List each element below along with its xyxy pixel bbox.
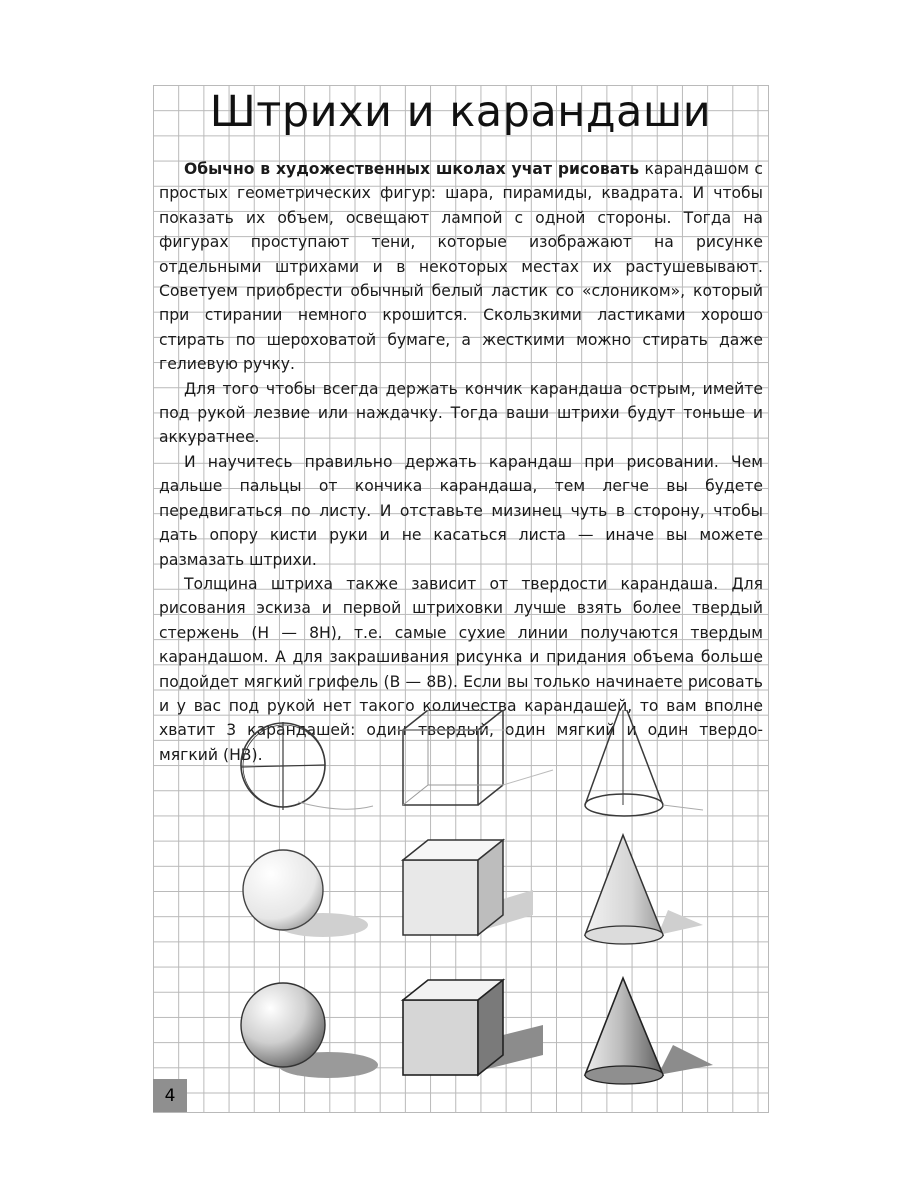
- shape-sketches: [213, 710, 769, 1110]
- cube-shaded-2: [403, 840, 533, 935]
- paragraph-1-rest: карандашом с простых геометрических фигур: шара, пирамиды, квадрата. И чтобы показать их объем, освещают лампой с одной стороны. Тогда на фигурах проступают тени, которые изображают на рисунке отдельными штрихами и в некоторых местах их растушевывают. Советуем приобрести обычный белый ластик со «слоником», который при стирании немного крошится. Скользкими ластиками хорошо стирать по шероховатой бумаге, а жесткими можно стирать даже гелиевую ручку.: [159, 160, 763, 374]
- cube-shaded-3: [403, 980, 543, 1075]
- body-text: [159, 157, 763, 767]
- page-title: Штрихи и карандаши: [209, 87, 712, 137]
- sphere-sketch-1: [241, 722, 373, 810]
- notebook-page: [153, 85, 769, 1113]
- paragraph-3: И научитесь правильно держать карандаш при рисовании. Чем дальше пальцы от кончика карандаша, тем легче вы будете передвигаться по листу. И отставьте мизинец чуть в сторону, чтобы дать опору кисти руки и не касаться листа — иначе вы можете размазать штрихи.: [159, 452, 763, 569]
- cone-sketch-1: [585, 710, 703, 816]
- cone-shaded-3: [585, 978, 713, 1084]
- paragraph-2: Для того чтобы всегда держать кончик карандаша острым, имейте под рукой лезвие или наждачку. Тогда ваши штрихи будут тоньше и аккуратнее.: [159, 379, 763, 447]
- page-number: 4: [153, 1079, 187, 1113]
- paragraph-1-bold: Обычно в художественных школах учат рисовать: [184, 160, 640, 178]
- cube-sketch-1: [393, 710, 553, 805]
- paragraph-1: [159, 157, 763, 377]
- sphere-shaded-2: [243, 850, 368, 937]
- cone-shaded-2: [585, 835, 703, 944]
- paragraph-4: Толщина штриха также зависит от твердости карандаша. Для рисования эскиза и первой штриховки лучше взять более твердый стержень (Н — 8Н), т.е. самые сухие линии получаются твердым карандашом. А для закрашивания рисунка и придания объема больше подойдет мягкий грифель (В — 8В). Если вы только начинаете рисовать и у вас под рукой нет такого количества карандашей, то вам вполне хватит 3 карандашей: один твердый, один мягкий и один твердо-мягкий (НВ).: [159, 574, 763, 764]
- sphere-shaded-3: [241, 983, 378, 1078]
